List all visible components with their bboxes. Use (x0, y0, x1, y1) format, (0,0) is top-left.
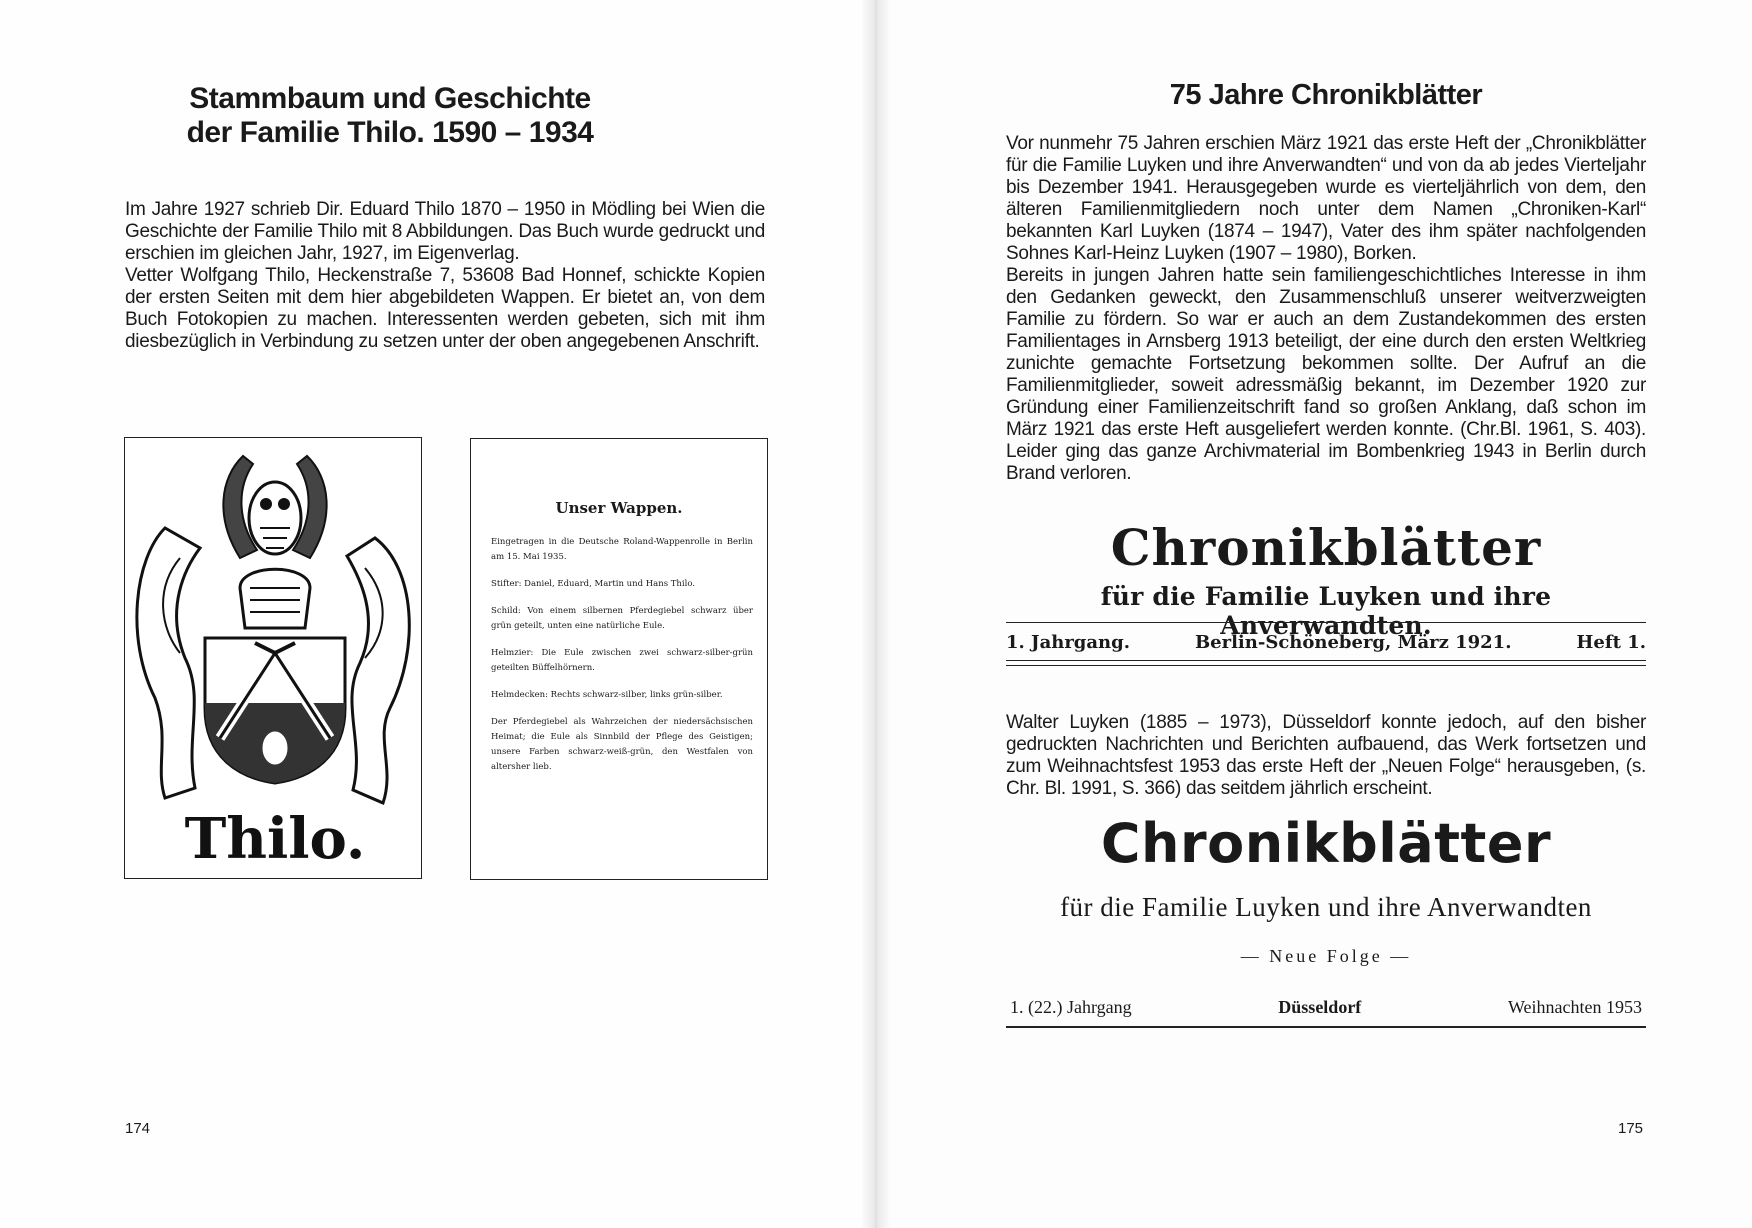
masthead-1921-rule-top (1006, 622, 1646, 623)
masthead-1921-rule-bottom-2 (1006, 665, 1646, 666)
masthead-1921-heft: Heft 1. (1576, 632, 1646, 653)
wappen-line-6: Der Pferdegiebel als Wahrzeichen der niedersächsischen Heimat; die Eule als Sinnbild der Pflege des Geistigen; unsere Farben schwarz-weiß-grün, den Westfalen von altersher lieb. (491, 717, 753, 772)
left-body-text (125, 199, 765, 353)
owl-in-shield (263, 732, 287, 764)
masthead-1921-title: Chronikblätter (1110, 518, 1542, 577)
left-page-title (110, 82, 670, 150)
left-title-line-2: der Familie Thilo. 1590 – 1934 (186, 116, 594, 149)
right-paragraph-3: Walter Luyken (1885 – 1973), Düsseldorf konnte jedoch, auf den bisher gedruckten Nachrichten und Berichten aufbauend, das Werk fortsetzen und zum Weihnachtsfest 1953 das erste Heft der „Neuen Folge“ herausgeben, (s. Chr. Bl. 1991, S. 366) das seitdem jährlich erscheint. (1006, 712, 1646, 799)
coat-of-arms-frame (124, 437, 422, 879)
masthead-1953-info-row (1006, 997, 1646, 1018)
masthead-1953-place: Düsseldorf (1278, 997, 1362, 1017)
mantling-left (137, 528, 200, 798)
left-page-number: 174 (125, 1120, 151, 1137)
wappen-line-5: Helmdecken: Rechts schwarz-silber, links grün-silber. (491, 690, 723, 700)
wappen-lines (491, 535, 753, 787)
left-title-line-1: Stammbaum und Geschichte (189, 82, 591, 115)
masthead-1921-jahrgang: 1. Jahrgang. (1006, 632, 1130, 653)
owl-crest (249, 482, 301, 554)
masthead-1953-rule (1006, 1026, 1646, 1028)
coat-of-arms-image (125, 438, 421, 878)
masthead-1921-rule-bottom-1 (1006, 660, 1646, 661)
masthead-1953-jahrgang: 1. (22.) Jahrgang (1010, 997, 1132, 1017)
masthead-1921-info-row (1006, 632, 1646, 653)
mantling-right (347, 538, 409, 803)
wappen-line-3: Schild: Von einem silbernen Pferdegiebel schwarz über grün geteilt, unten eine natürliche Eule. (491, 606, 753, 631)
left-paragraph-1: Im Jahre 1927 schrieb Dir. Eduard Thilo 1870 – 1950 in Mödling bei Wien die Geschichte der Familie Thilo mit 8 Abbildungen. Das Buch wurde gedruckt und erschien im gleichen Jahr, 1927, im Eigenverlag. (125, 199, 765, 264)
right-paragraph-2: Bereits in jungen Jahren hatte sein familiengeschichtliches Interesse in ihm den Gedanken geweckt, den Zusammenschluß unserer weitverzweigten Familie zu fördern. So war er auch an dem Zustandekommen des ersten Familientages in Arnsberg 1913 beteiligt, der eine durch den ersten Weltkrieg zunichte gemachte Fortsetzung bekommen sollte. Der Aufruf an die Familienmitglieder, soweit adressmäßig bekannt, im Dezember 1920 zur Gründung einer Familienzeitschrift fand so großen Anklang, daß schon im März 1921 das erste Heft ausgeliefert werden konnte. (Chr.Bl. 1961, S. 403). Leider ging das ganze Archivmaterial im Bombenkrieg 1943 in Berlin durch Brand verloren. (1006, 265, 1646, 484)
right-page-number: 175 (1618, 1120, 1644, 1137)
masthead-1921-subtitle: für die Familie Luyken und ihre Anverwandten. (1100, 582, 1552, 640)
right-paragraph-1: Vor nunmehr 75 Jahren erschien März 1921 das erste Heft der „Chronikblätter für die Familie Luyken und ihre Anverwandten“ und von da ab jedes Vierteljahr bis Dezember 1941. Herausgegeben wurde es vierteljährlich von dem, den älteren Familienmitgliedern noch unter dem Namen „Chroniken-Karl“ bekannten Karl Luyken (1874 – 1947), Vater des ihm später nachfolgenden Sohnes Karl-Heinz Luyken (1907 – 1980), Borken. (1006, 133, 1646, 264)
right-body-text (1006, 133, 1646, 485)
wappen-title: Unser Wappen. (555, 499, 683, 517)
masthead-1953-title: Chronikblätter (1100, 812, 1552, 875)
wappen-line-4: Helmzier: Die Eule zwischen zwei schwarz-silber-grün geteilten Büffelhörnern. (491, 648, 753, 673)
masthead-1953-neue-folge: — Neue Folge — (1240, 946, 1412, 966)
left-paragraph-2: Vetter Wolfgang Thilo, Heckenstraße 7, 53608 Bad Honnef, schickte Kopien der ersten Seiten mit dem hier abgebildeten Wappen. Er bietet an, von dem Buch Fotokopien zu machen. Interessenten werden gebeten, sich mit ihm diesbezüglich in Verbindung zu setzen unter der oben angegebenen Anschrift. (125, 265, 765, 352)
right-page-title: 75 Jahre Chronikblätter (1169, 79, 1483, 111)
wappen-line-2: Stifter: Daniel, Eduard, Martin und Hans Thilo. (491, 579, 696, 589)
masthead-1953-subtitle: für die Familie Luyken und ihre Anverwandten (1060, 892, 1592, 922)
helmet (240, 569, 310, 628)
wappen-line-1: Eingetragen in die Deutsche Roland-Wappenrolle in Berlin am 15. Mai 1935. (491, 537, 753, 562)
coat-of-arms-name: Thilo. (184, 806, 366, 872)
wappen-description-frame (470, 438, 768, 880)
masthead-1953-date: Weihnachten 1953 (1507, 997, 1642, 1017)
masthead-1921-place-date: Berlin-Schöneberg, März 1921. (1194, 632, 1512, 653)
